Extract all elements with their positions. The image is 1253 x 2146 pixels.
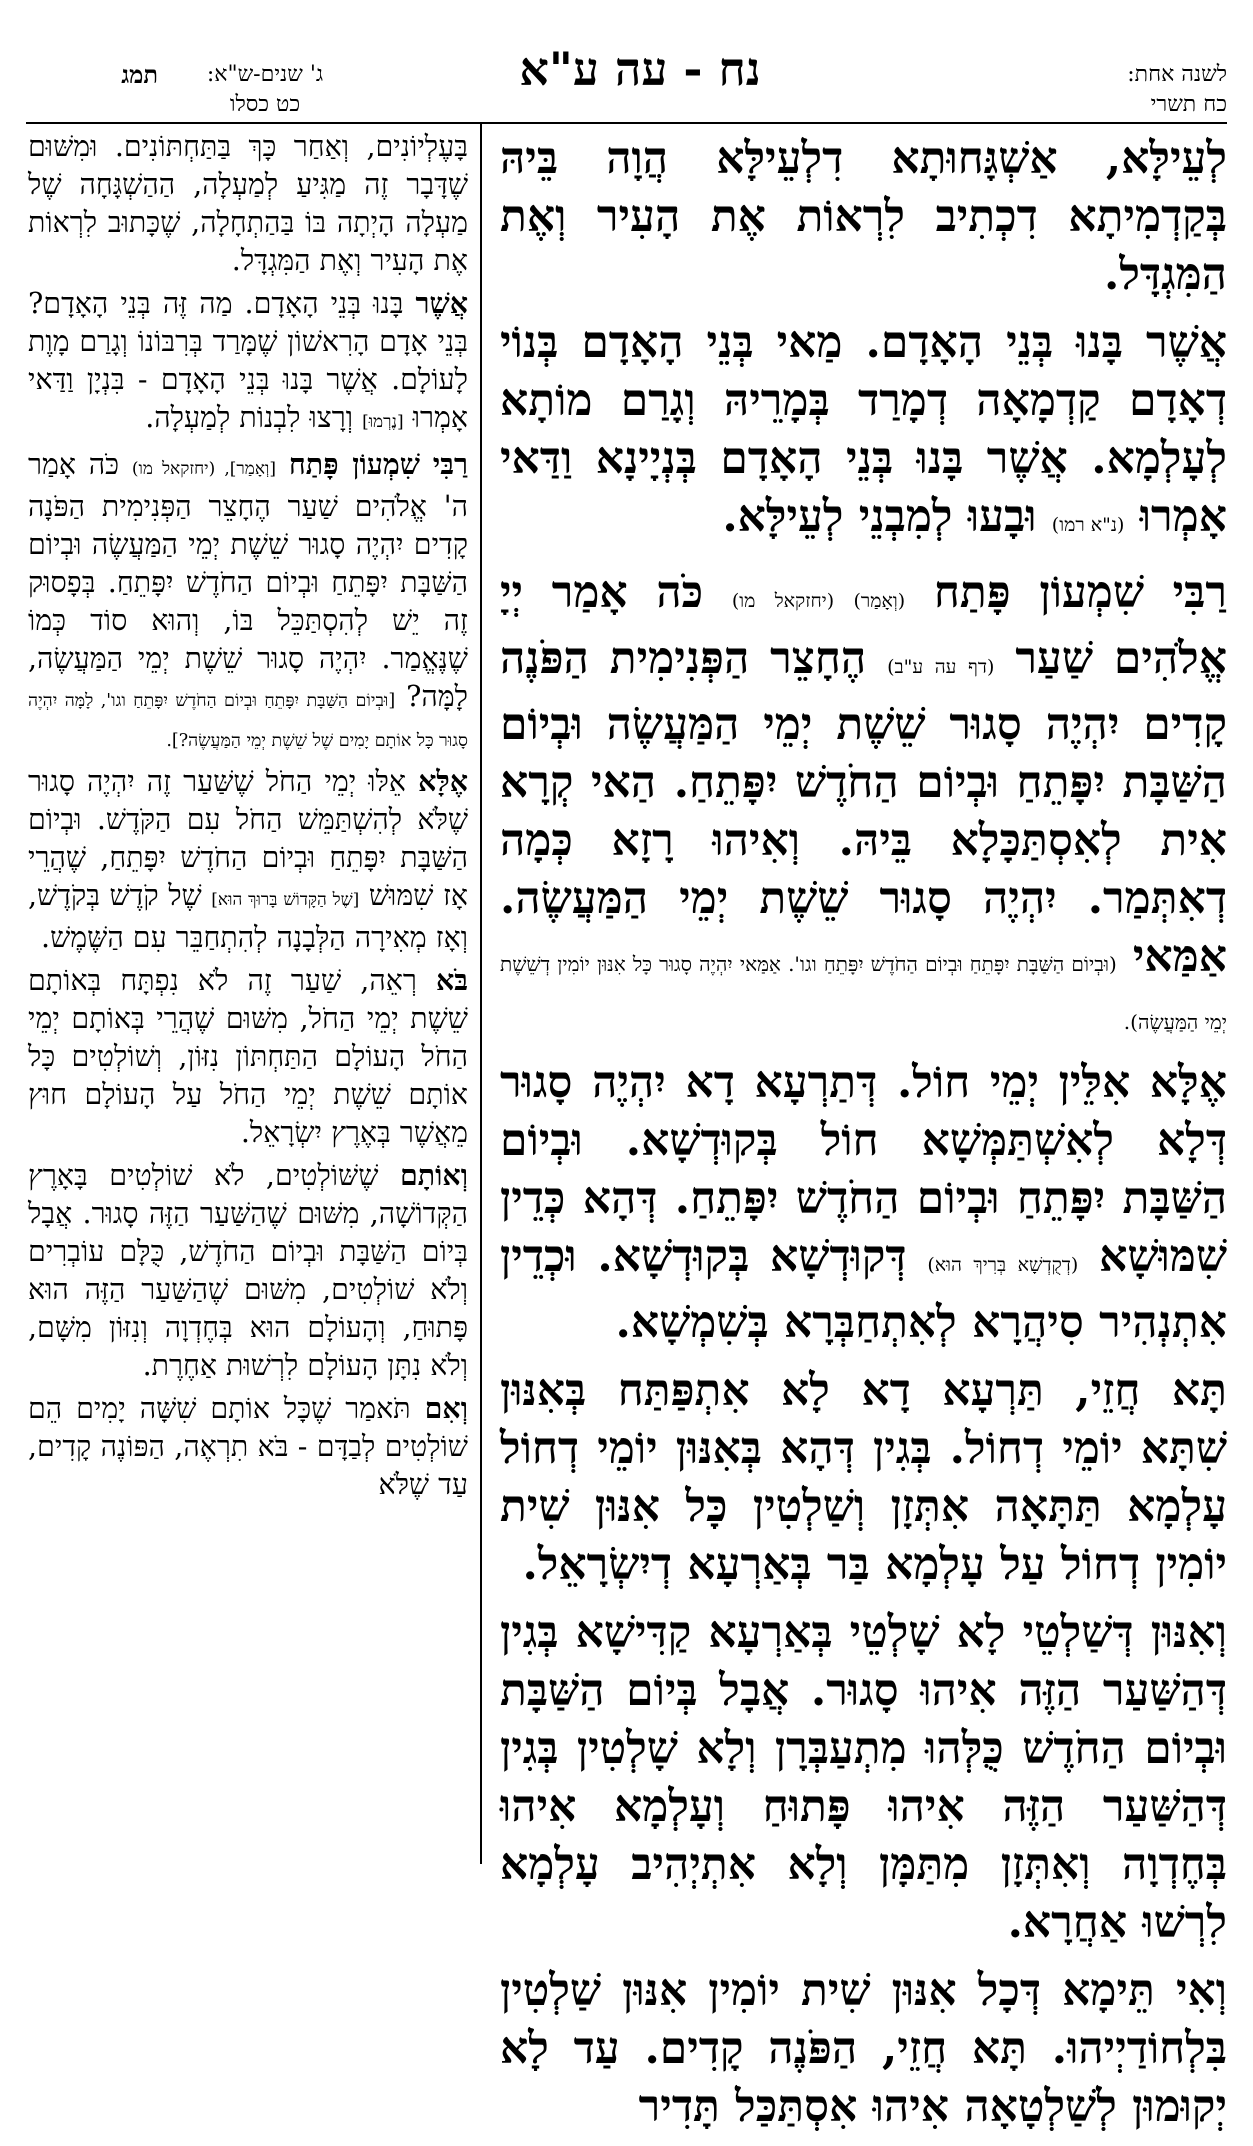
side-s2-end: וְרָצוּ לִבְנוֹת לְמַעְלָה.	[145, 401, 353, 434]
side-s3-note: [וּבְיוֹם הַשַּׁבָּת יִפָּתֵחַ וּבְיוֹם הַחֹדֶשׁ יִפָּתֵחַ וגו', לָמָּה יִהְיֶה סָגוּר כָּל אוֹתָם יָמִים שֶׁל שֵׁשֶׁת יְמֵי הַמַּעֲשֶׂה?].	[28, 691, 468, 751]
side-paragraph-7	[28, 1389, 468, 1504]
side-s1-text: בָּעֶלְיוֹנִים, וְאַחַר כָּךְ בַּתַּחְתּוֹנִים. וּמִשּׁוּם שֶׁדָּבָר זֶה מַגִּיעַ לְמַעְלָה, הַהַשְׁגָּחָה שֶׁל מַעְלָה הָיְתָה בּוֹ בַּהַתְחָלָה, שֶׁכָּתוּב לִרְאוֹת אֶת הָעִיר וְאֶת הַמִּגְדָּל.	[28, 130, 468, 277]
side-paragraph-5	[28, 961, 468, 1152]
side-s4-ref: [שֶׁל הַקָּדוֹשׁ בָּרוּךְ הוּא]	[211, 890, 360, 910]
side-paragraph-2	[28, 284, 468, 441]
main-paragraph-4	[500, 1054, 1227, 1352]
main-paragraph-6	[500, 1604, 1227, 1952]
schedule-one-year: לשנה אחת:	[1127, 62, 1227, 87]
side-s5-lead: בֹּא	[435, 963, 468, 997]
side-paragraph-3	[28, 445, 468, 758]
side-s4-lead: אֶלָּא	[418, 764, 468, 798]
main-p3-a: שִׁמְעוֹן פָּתַח	[933, 567, 1144, 618]
main-paragraph-1	[500, 130, 1227, 304]
header-divider	[26, 122, 1227, 124]
side-paragraph-4	[28, 762, 468, 957]
side-s3-b: כֹּה אָמַר ה' אֱלֹהִים שַׁעַר הֶחָצֵר הַפְּנִימִית הַפֹּנָה קָדִים יִהְיֶה סָגוּר שֵׁשֶׁת יְמֵי הַמַּעֲשֶׂה וּבְיוֹם הַשַּׁבָּת יִפָּתֵחַ וּבְיוֹם הַחֹדֶשׁ יִפָּתֵחַ. בְּפָסוּק זֶה יֵשׁ לְהִסְתַּכֵּל בּוֹ, וְהוּא סוֹד כְּמוֹ שֶׁנֶּאֱמַר. יִהְיֶה סָגוּר שֵׁשֶׁת יְמֵי הַמַּעֲשֶׂה, לָמָּה?	[28, 448, 469, 713]
main-p4-ref: (דְקֻדְשָׁא בְּרִיךְ הוּא)	[927, 1254, 1079, 1276]
main-p2-lead: אֲשֶׁר	[1145, 317, 1228, 368]
main-p3-ref2: (דף עה ע"ב)	[887, 656, 995, 678]
main-p5-lead: תָּא	[1171, 1365, 1227, 1416]
page-title: נח - עה ע"א	[519, 42, 761, 96]
side-s7-lead: וְאִם	[424, 1391, 468, 1425]
side-s3-ref: [וְאָמַר], (יחזקאל מו)	[131, 459, 277, 479]
main-p5-text: חֲזֵי, תַּרְעָא דָא לָא אִתְפַּתַּח בְּאִנּוּן שִׁתָּא יוֹמֵי דְחוֹל. בְּגִין דְּהָא בְּאִנּוּן יוֹמֵי דְחוֹל עָלְמָא תַּתָּאָה אִתְּזָן וְשַׁלְטִין כָּל אִנּוּן שִׁית יוֹמִין דְחוֹל עַל עָלְמָא בַּר בְּאַרְעָא דְיִשְׂרָאֵל.	[500, 1365, 1227, 1590]
main-p7-lead: וְאִי	[1175, 1965, 1227, 2016]
main-p4-a: אִלֵּין יְמֵי חוֹל. דְּתַרְעָא דָא יִהְיֶה סָגוּר דְּלָא לְאִשְׁתַּמְּשָׁא חוֹל בְּקוּדְשָׁא. וּבְיוֹם הַשַּׁבָּת יִפָּתֵחַ וּבְיוֹם הַחֹדֶשׁ יִפָּתֵחַ. דְּהָא כְּדֵין שִׁמּוּשָׁא	[500, 1057, 1227, 1282]
side-paragraph-6	[28, 1156, 468, 1385]
main-paragraph-7	[500, 1962, 1227, 2136]
side-s4-a: אֵלּוּ יְמֵי הַחֹל שֶׁשַּׁעַר זֶה יִהְיֶה סָגוּר שֶׁלֹּא לְהִשְׁתַּמֵּשׁ הַחֹל עִם הַקֹּדֶשׁ. וּבְיוֹם הַשַּׁבָּת יִפָּתֵחַ וּבְיוֹם הַחֹדֶשׁ יִפָּתֵחַ, שֶׁהֲרֵי אָז שִׁמּוּשׁ	[28, 765, 469, 912]
main-p6-lead: וְאִנּוּן	[1150, 1607, 1227, 1658]
main-p3-lead: רַבִּי	[1172, 567, 1227, 618]
main-p4-b: דְּקוּדְשָׁא בְּקוּדְשָׁא. וּכְדֵין אִתְנְהִיר סִיהֲרָא לְאִתְחַבְּרָא בְּשִׁמְשָׁא.	[500, 1231, 1227, 1348]
header-right-dates	[1027, 60, 1227, 120]
side-s6-text: שֶׁשּׁוֹלְטִים, לֹא שׁוֹלְטִים בָּאָרֶץ הַקְּדוֹשָׁה, מִשּׁוּם שֶׁהַשַּׁעַר הַזֶּה סָגוּר. אֲבָל בְּיוֹם הַשַּׁבָּת וּבְיוֹם הַחֹדֶשׁ, כֻּלָּם עוֹבְרִים וְלֹא שׁוֹלְטִים, מִשּׁוּם שֶׁהַשַּׁעַר הַזֶּה הוּא פָּתוּחַ, וְהָעוֹלָם הוּא בְּחֶדְוָה וְנִזּוֹן מִשָּׁם, וְלֹא נִתָּן הָעוֹלָם לִרְשׁוּת אַחֶרֶת.	[28, 1159, 468, 1382]
side-s2-ref: [נֶרְמוּ]	[362, 412, 404, 432]
side-s3-a: שִׁמְעוֹן פָּתַח	[288, 447, 420, 481]
header-left	[28, 60, 158, 90]
commentary-column	[28, 128, 468, 1508]
side-s6-lead: וְאוֹתָם	[399, 1158, 468, 1192]
main-p7-text: תֵּימָא דְּכָל אִנּוּן שִׁית יוֹמִין אִנּוּן שַׁלְטִין בִּלְחוֹדַיְיהוּ. תָּא חֲזֵי, הַפֹּנֶה קָדִים. עַד לָא יְקוּמוּן לְשַׁלְטָאָה אִיהוּ אִסְתַּכַּל תָּדִיר	[500, 1965, 1227, 2132]
main-p3-c: הֶחָצֵר הַפְּנִימִית הַפֹּנֶה קָדִים יִהְיֶה סָגוּר שֵׁשֶׁת יְמֵי הַמַּעֲשֶׂה וּבְיוֹם הַשַּׁבָּת יִפָּתֵחַ וּבְיוֹם הַחֹדֶשׁ יִפָּתֵחַ. הַאי קְרָא אִית לְאִסְתַּכָּלָא בֵּיהּ. וְאִיהוּ רָזָא כְּמָה דְאִתְּמַר. יִהְיֶה סָגוּר שֵׁשֶׁת יְמֵי הַמַּעֲשֶׂה. אַמַּאי	[500, 633, 1227, 982]
main-p3-b: כֹּה אָמַר יְיָ אֱלֹהִים שַׁעַר	[500, 567, 1227, 684]
side-paragraph-1	[28, 128, 468, 280]
date-kislev: כט כסלו	[229, 92, 301, 117]
schedule-three-years: ג' שנים-ש"א:	[206, 62, 324, 87]
main-p2-text: בָּנוּ בְּנֵי הָאָדָם. מַאי בְּנֵי הָאָדָם בְּנוֹי דְאָדָם קַדְמָאָה דְמָרַד בְּמָרֵיהּ וְגָרַם מוֹתָא לְעָלְמָא. אֲשֶׁר בָּנוּ בְּנֵי הָאָדָם בְּנְיָינָא וַדַּאי אָמְרוּ	[500, 317, 1227, 542]
main-p2-end: וּבָעוּ לְמִבְנֵי לְעֵילָּא.	[722, 491, 1037, 542]
side-s7-text: תֹּאמַר שֶׁכָּל אוֹתָם שִׁשָּׁה יָמִים הֵם שׁוֹלְטִים לְבַדָּם - בֹּא תִרְאֶה, הַפּוֹנֶה קָדִים, עַד שֶׁלֹּא	[28, 1392, 468, 1501]
main-p3-note: (וּבְיוֹם הַשַּׁבָּת יִפָּתֵחַ וּבְיוֹם הַחֹדֶשׁ יִפָּתֵחַ וגו'. אַמַּאי יִהְיֶה סָגוּר כָּל אִנּוּן יוֹמִין דְשֵׁשֶׁת יְמֵי הַמַּעֲשֶׂה).	[500, 952, 1227, 1034]
main-p3-ref1: (וְאָמַר) (יחזקאל מו)	[731, 590, 906, 612]
side-s5-text: רְאֵה, שַׁעַר זֶה לֹא נִפְתָּח בְּאוֹתָם שֵׁשֶׁת יְמֵי הַחֹל, מִשּׁוּם שֶׁהֲרֵי בְּאוֹתָם יְמֵי הַחֹל הָעוֹלָם הַתַּחְתּוֹן נִזּוֹן, וְשׁוֹלְטִים כָּל אוֹתָם שֵׁשֶׁת יְמֵי הַחֹל עַל הָעוֹלָם חוּץ מֵאֲשֶׁר בְּאֶרֶץ יִשְׂרָאֵל.	[28, 964, 468, 1149]
main-p1-text: לְעֵילָּא, אַשְׁגָּחוּתָא דִלְעֵילָּא הֲוָה בֵּיהּ בְּקַדְמִיתָא דִכְתִיב לִרְאוֹת אֶת הָעִיר וְאֶת הַמִּגְדָּל.	[500, 133, 1227, 300]
side-s2-lead: אֲשֶׁר	[415, 286, 468, 320]
main-paragraph-2	[500, 314, 1227, 554]
main-paragraph-3	[500, 564, 1227, 1044]
page-number: תמג	[121, 60, 158, 89]
date-tishrei: כח תשרי	[1150, 92, 1227, 117]
main-paragraph-5	[500, 1362, 1227, 1594]
side-s4-b: שֶׁל קֹדֶשׁ בְּקֹדֶשׁ, וְאָז מְאִירָה הַלְּבָנָה לְהִתְחַבֵּר עִם הַשֶּׁמֶשׁ.	[28, 879, 468, 954]
side-s2-text: בָּנוּ בְּנֵי הָאָדָם. מַה זֶּה בְּנֵי הָאָדָם? בְּנֵי אָדָם הָרִאשׁוֹן שֶׁמָּרַד בְּרִבּוֹנוֹ וְגָרַם מָוֶת לָעוֹלָם. אֲשֶׁר בָּנוּ בְּנֵי הָאָדָם - בִּנְיָן וַדַּאי אָמְרוּ	[28, 287, 468, 434]
main-text-column	[500, 130, 1227, 2146]
side-s3-lead: רַבִּי	[432, 447, 469, 481]
column-divider	[480, 124, 482, 1864]
main-p4-lead: אֶלָּא	[1149, 1057, 1227, 1108]
header-left-dates	[170, 60, 360, 120]
main-p6-text: דְּשַׁלְטֵי לָא שָׁלְטֵי בְּאַרְעָא קַדִּישָׁא בְּגִין דְּהַשַּׁעַר הַזֶּה אִיהוּ סָגוּר. אֲבָל בְּיוֹם הַשַּׁבָּת וּבְיוֹם הַחֹדֶשׁ כֻּלְּהוּ מִתְעַבְּרָן וְלָא שָׁלְטִין בְּגִין דְּהַשַּׁעַר הַזֶּה אִיהוּ פָּתוּחַ וְעָלְמָא אִיהוּ בְּחֶדְוָה וְאִתְּזָן מִתַּמָּן וְלָא אִתְיְהִיב עָלְמָא לִרְשׁוּ אַחֲרָא.	[500, 1607, 1227, 1948]
main-p2-ref: (נ"א רמו)	[1051, 514, 1125, 536]
